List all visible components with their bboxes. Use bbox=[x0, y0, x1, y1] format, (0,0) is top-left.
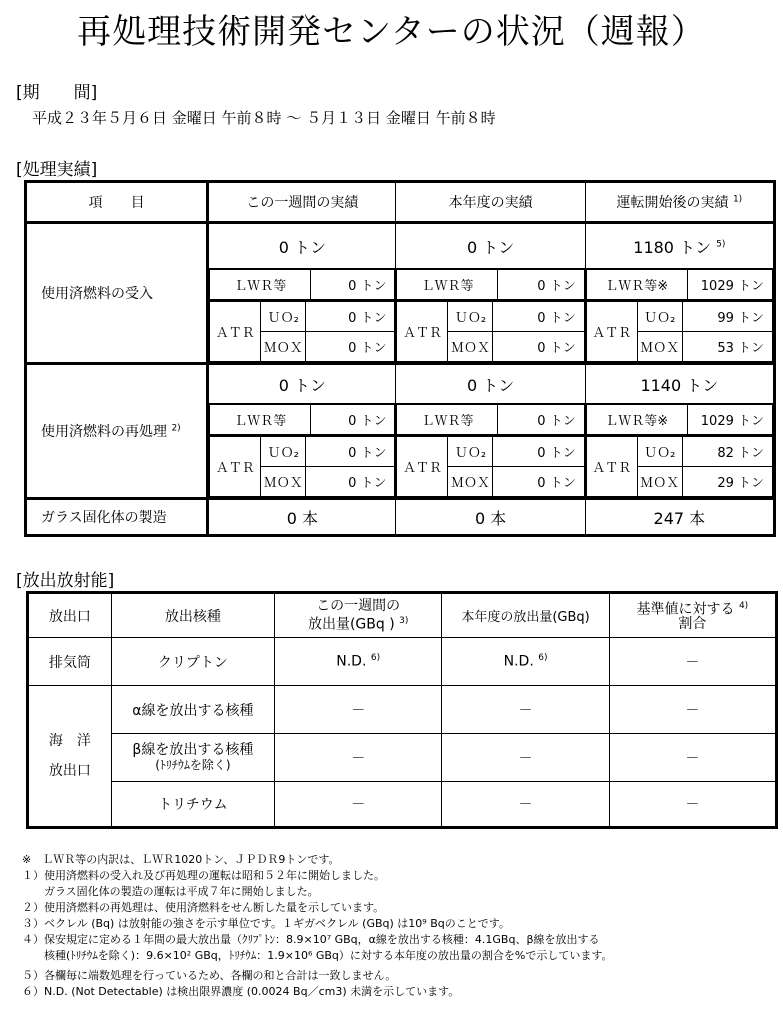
receipt-year-mox: 0 トン bbox=[493, 332, 584, 362]
receipt-year-atr-label: ＡＴＲ bbox=[397, 302, 448, 362]
glass-year: 0 本 bbox=[396, 499, 585, 536]
glass-label: ガラス固化体の製造 bbox=[26, 499, 208, 536]
reprocess-cum-total: 1140 トン bbox=[585, 364, 774, 404]
reprocess-week-uo2: 0 トン bbox=[306, 437, 395, 467]
processing-table bbox=[24, 180, 776, 537]
stack-ratio: － bbox=[609, 638, 776, 686]
reprocess-year-atr-label: ＡＴＲ bbox=[397, 437, 448, 497]
stack-week: N.D. $^{6)}$ bbox=[275, 638, 442, 686]
header-outlet: 放出口 bbox=[28, 593, 112, 638]
reprocess-cum-uo2-label: ＵＯ₂ bbox=[637, 437, 682, 467]
reprocess-cum-mox-label: ＭＯＸ bbox=[637, 467, 682, 497]
reprocess-week-lwr: 0 トン bbox=[311, 405, 395, 435]
note: ５）各欄毎に端数処理を行っているため、各欄の和と合計は一致しません。 bbox=[22, 969, 397, 982]
note: １）使用済燃料の受入れ及び再処理の運転は昭和５２年に開始しました。 bbox=[22, 869, 385, 882]
reprocess-week-mox-label: ＭＯＸ bbox=[261, 467, 306, 497]
note: 核種(ﾄﾘﾁｳﾑを除く)：9.6×10² GBq，ﾄﾘﾁｳﾑ：1.9×10⁶ GBq）に対する本年度の放出量の割合を%で示しています。 bbox=[22, 949, 613, 962]
receipt-cum-uo2: 99 トン bbox=[682, 302, 772, 332]
note: ４）保安規定に定める１年間の最大放出量（ｸﾘﾌﾟﾄﾝ：8.9×10⁷ GBq，α線を放出する核種：4.1GBq、β線を放出する bbox=[22, 933, 600, 946]
ocean-tritium-ratio: － bbox=[609, 782, 776, 828]
processing-heading: [処理実績] bbox=[16, 160, 98, 180]
footnotes bbox=[22, 852, 613, 1000]
reprocess-cum-uo2: 82 トン bbox=[682, 437, 772, 467]
header-ratio: 基準値に対する $^{4)}$ 割合 bbox=[609, 593, 776, 638]
ocean-tritium-week: － bbox=[275, 782, 442, 828]
reprocess-year-lwr-label: ＬＷＲ等 bbox=[397, 405, 498, 435]
header-year-release: 本年度の放出量(GBq) bbox=[442, 593, 609, 638]
reprocess-year-uo2-label: ＵＯ₂ bbox=[448, 437, 493, 467]
receipt-year-uo2-label: ＵＯ₂ bbox=[448, 302, 493, 332]
ocean-alpha-ratio: － bbox=[609, 686, 776, 734]
header-item: 項 目 bbox=[26, 182, 208, 223]
reprocess-year-mox: 0 トン bbox=[493, 467, 584, 497]
reprocess-week-mox: 0 トン bbox=[306, 467, 395, 497]
receipt-week-atr-label: ＡＴＲ bbox=[210, 302, 261, 362]
header-week: この一週間の実績 bbox=[208, 182, 396, 223]
receipt-week-mox-label: ＭＯＸ bbox=[261, 332, 306, 362]
ocean-beta-year: － bbox=[442, 734, 609, 782]
receipt-year-mox-label: ＭＯＸ bbox=[448, 332, 493, 362]
receipt-cum-lwr: 1029 トン bbox=[687, 270, 772, 300]
reprocess-year-total: 0 トン bbox=[396, 364, 585, 404]
receipt-week-uo2: 0 トン bbox=[306, 302, 395, 332]
receipt-week-lwr-label: ＬＷＲ等 bbox=[210, 270, 311, 300]
reprocess-cum-lwr: 1029 トン bbox=[687, 405, 772, 435]
reprocess-cum-lwr-label: ＬＷＲ等※ bbox=[586, 405, 687, 435]
note: ３）ベクレル (Bq) は放射能の強さを示す単位です。１ギガベクレル (GBq) は10⁹ Bqのことです。 bbox=[22, 917, 510, 930]
reprocess-label: 使用済燃料の再処理 $^{2)}$ bbox=[26, 364, 208, 499]
reprocess-cum-atr-label: ＡＴＲ bbox=[586, 437, 637, 497]
receipt-cum-mox: 53 トン bbox=[682, 332, 772, 362]
note: ６）N.D. (Not Detectable) は検出限界濃度 (0.0024 Bq／cm3) 未満を示しています。 bbox=[22, 985, 460, 998]
header-nuclide: 放出核種 bbox=[111, 593, 274, 638]
ocean-tritium-year: － bbox=[442, 782, 609, 828]
receipt-cum-mox-label: ＭＯＸ bbox=[637, 332, 682, 362]
receipt-week-lwr: 0 トン bbox=[311, 270, 395, 300]
glass-cum: 247 本 bbox=[585, 499, 774, 536]
receipt-cum-atr-label: ＡＴＲ bbox=[586, 302, 637, 362]
receipt-week-total: 0 トン bbox=[208, 223, 396, 269]
header-year: 本年度の実績 bbox=[396, 182, 585, 223]
glass-week: 0 本 bbox=[208, 499, 396, 536]
receipt-year-lwr-label: ＬＷＲ等 bbox=[397, 270, 498, 300]
reprocess-week-uo2-label: ＵＯ₂ bbox=[261, 437, 306, 467]
note: ２）使用済燃料の再処理は、使用済燃料をせん断した量を示しています。 bbox=[22, 901, 385, 914]
ocean-alpha-year: － bbox=[442, 686, 609, 734]
receipt-year-total: 0 トン bbox=[396, 223, 585, 269]
release-heading: [放出放射能] bbox=[16, 571, 115, 591]
note: ガラス固化体の製造の運転は平成７年に開始しました。 bbox=[22, 885, 319, 898]
reprocess-year-mox-label: ＭＯＸ bbox=[448, 467, 493, 497]
receipt-year-lwr: 0 トン bbox=[498, 270, 584, 300]
period-heading: [期 間] bbox=[16, 83, 98, 103]
receipt-week-mox: 0 トン bbox=[306, 332, 395, 362]
ocean-nuclide-alpha: α線を放出する核種 bbox=[111, 686, 274, 734]
reprocess-week-lwr-label: ＬＷＲ等 bbox=[210, 405, 311, 435]
ocean-beta-week: － bbox=[275, 734, 442, 782]
ocean-alpha-week: － bbox=[275, 686, 442, 734]
release-table bbox=[26, 591, 778, 829]
reprocess-week-atr-label: ＡＴＲ bbox=[210, 437, 261, 497]
receipt-cum-total: 1180 トン $^{5)}$ bbox=[585, 223, 774, 269]
reprocess-cum-mox: 29 トン bbox=[682, 467, 772, 497]
stack-year: N.D. $^{6)}$ bbox=[442, 638, 609, 686]
ocean-beta-ratio: － bbox=[609, 734, 776, 782]
stack-outlet: 排気筒 bbox=[28, 638, 112, 686]
stack-nuclide: クリプトン bbox=[111, 638, 274, 686]
receipt-year-uo2: 0 トン bbox=[493, 302, 584, 332]
receipt-week-uo2-label: ＵＯ₂ bbox=[261, 302, 306, 332]
period-text: 平成２３年５月６日 金曜日 午前８時 ～ ５月１３日 金曜日 午前８時 bbox=[32, 109, 496, 127]
ocean-outlet: 海 洋 放出口 bbox=[28, 686, 112, 828]
receipt-cum-lwr-label: ＬＷＲ等※ bbox=[586, 270, 687, 300]
header-week-release: この一週間の 放出量(GBq ) $^{3)}$ bbox=[275, 593, 442, 638]
receipt-cum-uo2-label: ＵＯ₂ bbox=[637, 302, 682, 332]
note: ※ ＬＷＲ等の内訳は、ＬＷＲ1020トン、ＪＰＤＲ9トンです。 bbox=[22, 853, 340, 866]
page-title: 再処理技術開発センターの状況（週報） bbox=[77, 12, 706, 52]
receipt-label: 使用済燃料の受入 bbox=[26, 223, 208, 364]
header-cumulative: 運転開始後の実績 $^{1)}$ bbox=[585, 182, 774, 223]
reprocess-year-lwr: 0 トン bbox=[498, 405, 584, 435]
reprocess-year-uo2: 0 トン bbox=[493, 437, 584, 467]
ocean-nuclide-tritium: トリチウム bbox=[111, 782, 274, 828]
reprocess-week-total: 0 トン bbox=[208, 364, 396, 404]
ocean-nuclide-beta: β線を放出する核種 (ﾄﾘﾁｳﾑを除く) bbox=[111, 734, 274, 782]
